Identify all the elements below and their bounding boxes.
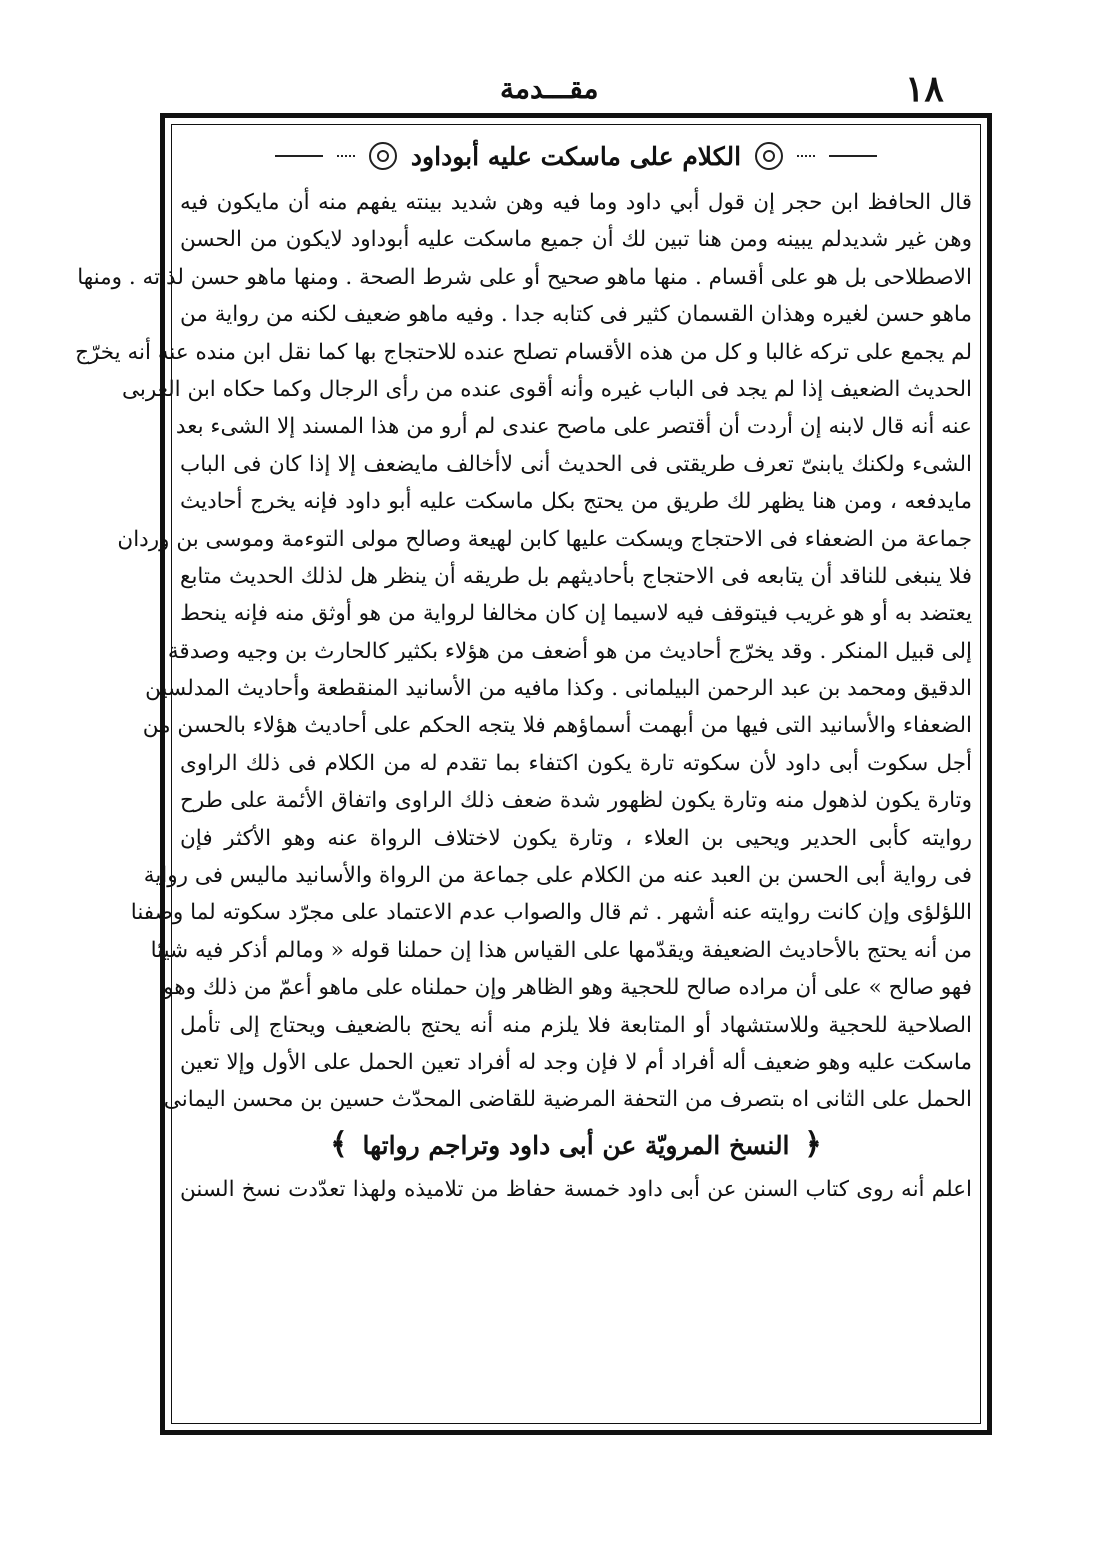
text-line: مايدفعه ، ومن هنا يظهر لك طريق من يحتج بكل ماسكت عليه أبو داود فإنه يخرج أحاديث xyxy=(180,489,972,515)
text-line: إلى قبيل المنكر . وقد يخرّج أحاديث من هو أضعف من هؤلاء بكثير كالحارث بن وجيه وصدقة xyxy=(167,638,972,664)
text-line: الحمل على الثانى اه بتصرف من التحفة المرضية للقاضى المحدّث حسين بن محسن اليمانى xyxy=(163,1087,972,1113)
text-line: فهو صالح » على أن مراده صالح للحجية وهو الظاهر وإن حملناه على ماهو أعمّ من ذلك وهو xyxy=(163,975,972,1001)
text-line: اعلم أنه روى كتاب السنن عن أبى داود خمسة حفاظ من تلاميذه ولهذا تعدّدت نسخ السنن xyxy=(180,1176,972,1202)
text-line: قال الحافظ ابن حجر إن قول أبي داود وما فيه وهن شديد بينته يفهم منه أن مايكون فيه xyxy=(180,190,972,215)
bracket-close-icon: ﴾ xyxy=(330,1126,348,1162)
heading-rule-left xyxy=(275,155,323,157)
page-content xyxy=(75,128,976,1208)
text-line: فى رواية أبى الحسن بن العبد عنه من الكلام على جماعة من الرواة والأسانيد ماليس فى رواية xyxy=(143,863,972,889)
text-line: لم يجمع على تركه غالبا و كل من هذه الأقسام تصلح عنده للاحتجاج بها كما نقل ابن منده عنه أنه يخرّج xyxy=(75,339,972,365)
text-line: اللؤلؤى وإن كانت روايته عنه أشهر . ثم قال والصواب عدم الاعتماد على مجرّد سكوته لما وصفنا xyxy=(130,900,972,926)
text-line: الحديث الضعيف إذا لم يجد فى الباب غيره وأنه أقوى عنده من رأى الرجال وكما حكاه ابن العربى xyxy=(121,376,972,402)
heading-dots-right xyxy=(797,155,815,157)
subsection-body xyxy=(176,1171,976,1208)
text-line: الدقيق ومحمد بن عبد الرحمن البيلمانى . وكذا مافيه من الأسانيد المنقطعة وأحاديث المدلسين xyxy=(145,676,972,702)
text-line: الضعفاء والأسانيد التى فيها من أبهمت أسماؤهم فلا يتجه الحكم على أحاديث هؤلاء بالحسن من xyxy=(142,713,972,739)
text-line: الصلاحية للحجية وللاستشهاد أو المتابعة فلا يلزم منه أنه يحتج بالضعيف ويحتاج إلى تأمل xyxy=(180,1012,972,1038)
text-line: روايته كأبى الحدير ويحيى بن العلاء ، وتارة يكون لاختلاف الرواة عنه وهو الأكثر فإن xyxy=(180,825,972,851)
ornament-icon xyxy=(369,142,397,170)
bracket-open-icon: ﴿ xyxy=(804,1126,822,1162)
text-line: ماسكت عليه وهو ضعيف أله أفراد أم لا فإن وجد له أفراد تعين الحمل على الأول وإلا تعين xyxy=(180,1049,972,1075)
subsection-heading-text: النسخ المرويّة عن أبى داود وتراجم رواتها xyxy=(362,1130,790,1160)
section-heading xyxy=(176,128,976,184)
text-line: الشىء ولكنك يابنىّ تعرف طريقتى فى الحديث أنى لاأخالف مايضعف إلا إذا كان فى الباب xyxy=(180,451,972,477)
heading-dots-left xyxy=(337,155,355,157)
ornament-icon xyxy=(755,142,783,170)
page-number: ١٨ xyxy=(905,68,944,110)
text-line: جماعة من الضعفاء فى الاحتجاج ويسكت عليها كابن لهيعة وصالح مولى التوءمة وموسى بن وردان xyxy=(117,526,972,552)
text-line: فلا ينبغى للناقد أن يتابعه فى الاحتجاج بأحاديثهم بل طريقه أن ينظر هل لذلك الحديث متابع xyxy=(180,563,972,589)
text-line: يعتضد به أو هو غريب فيتوقف فيه لاسيما إن كان مخالفا لرواية من هو أوثق منه فإنه ينحط xyxy=(180,601,972,627)
heading-rule-right xyxy=(829,155,877,157)
text-line: الاصطلاحى بل هو على أقسام . منها ماهو صحيح أو على شرط الصحة . ومنها ماهو حسن لذاته . ومنها xyxy=(77,264,972,290)
text-line: وهن غير شديدلم يبينه ومن هنا تبين لك أن جميع ماسكت عليه أبوداود لايكون من الحسن xyxy=(180,227,972,253)
section-heading-text: الكلام على ماسكت عليه أبوداود xyxy=(410,141,742,171)
text-line: ماهو حسن لغيره وهذان القسمان كثير فى كتابه جدا . وفيه ماهو ضعيف لكنه من رواية من xyxy=(180,302,972,328)
text-line: عنه أنه قال لابنه إن أردت أن أقتصر على ماصح عندى لم أرو من هذا المسند إلا الشىء بعد xyxy=(175,414,972,440)
section-body xyxy=(75,184,976,1119)
text-line: وتارة يكون لذهول منه وتارة يكون لظهور شدة ضعف ذلك الراوى واتفاق الأئمة على طرح xyxy=(180,788,972,814)
subsection-heading xyxy=(176,1119,976,1171)
running-title: مقـــدمة xyxy=(500,72,599,105)
text-line: من أنه يحتج بالأحاديث الضعيفة ويقدّمها على القياس هذا إن حملنا قوله « ومالم أذكر فيه شيئا xyxy=(150,937,972,963)
text-line: أجل سكوت أبى داود لأن سكوته تارة يكون اكتفاء بما تقدم له من الكلام فى ذلك الراوى xyxy=(180,750,972,776)
